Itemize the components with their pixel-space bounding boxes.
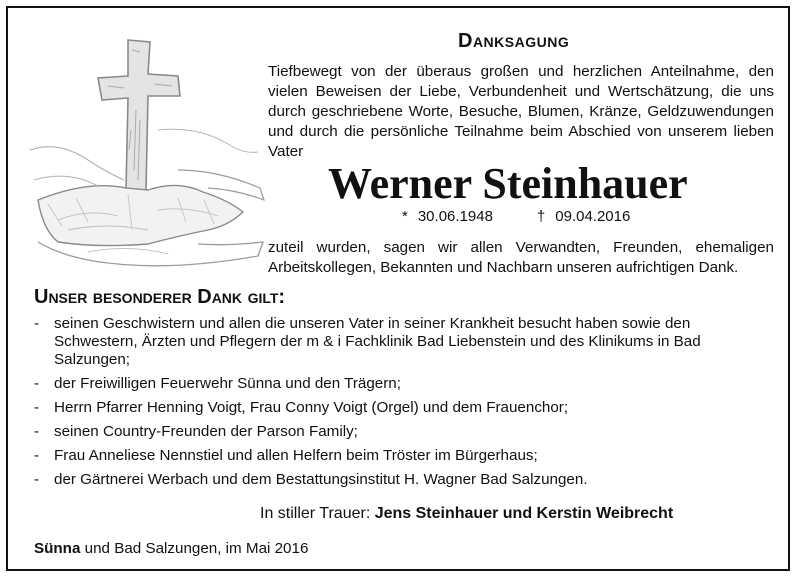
mourners: Jens Steinhauer und Kerstin Weibrecht <box>374 505 674 522</box>
special-thanks-heading: Unser besonderer Dank gilt: <box>34 286 286 308</box>
death-date: 09.04.2016 <box>555 208 631 225</box>
thanks-paragraph: zuteil wurden, sagen wir allen Verwandten, Freunden, ehemaligen Arbeitskollegen, Bekannten und Nachbarn unseren aufrichtigen Dank. <box>268 239 774 276</box>
life-dates <box>402 208 630 225</box>
list-item: - Herrn Pfarrer Henning Voigt, Frau Conny Voigt (Orgel) und dem Frauenchor; <box>34 399 569 416</box>
place-rest: und Bad Salzungen, im Mai 2016 <box>84 540 309 557</box>
death-symbol: † <box>536 208 546 225</box>
mourning-prefix: In stiller Trauer: <box>260 505 371 522</box>
list-item: - seinen Country-Freunden der Parson Family; <box>34 423 358 440</box>
list-item: - der Gärtnerei Werbach und dem Bestattungsinstitut H. Wagner Bad Salzungen. <box>34 471 588 488</box>
place-bold: Sünna <box>34 540 81 557</box>
list-dash: - <box>34 375 40 392</box>
list-dash: - <box>34 447 40 464</box>
birth-symbol: * <box>402 208 408 225</box>
place-date-line <box>34 540 308 557</box>
mourning-line <box>260 505 673 523</box>
list-dash: - <box>34 315 40 332</box>
list-item: - Frau Anneliese Nennstiel und allen Helfern beim Tröster im Bürgerhaus; <box>34 447 538 464</box>
thanks-list <box>34 315 754 495</box>
list-dash: - <box>34 399 40 416</box>
birth-date: 30.06.1948 <box>417 208 493 225</box>
list-dash: - <box>34 423 40 440</box>
notice-frame <box>6 6 790 571</box>
intro-paragraph: Tiefbewegt von der überaus großen und herzlichen Anteilnahme, den vielen Beweisen der Liebe, Verbundenheit und Wertschätzung, die uns durch geschriebene Worte, Besuche, Blumen, Kränze, Geldzuwendungen und durch die persönliche Teilnahme beim Abschied von unserem lieben Vater <box>268 63 774 160</box>
list-item: - seinen Geschwistern und allen die unseren Vater in seiner Krankheit besucht haben sowie den Schwestern, Ärzten und Pflegern der m & i Fachklinik Bad Liebenstein und des Klinikums in Bad Salzungen; <box>34 315 701 368</box>
deceased-name: Werner Steinhauer <box>328 159 688 208</box>
list-item: - der Freiwilligen Feuerwehr Sünna und den Trägern; <box>34 375 401 392</box>
cross-on-rock-illustration <box>28 30 268 280</box>
list-dash: - <box>34 471 40 488</box>
notice-title: Danksagung <box>458 30 570 52</box>
